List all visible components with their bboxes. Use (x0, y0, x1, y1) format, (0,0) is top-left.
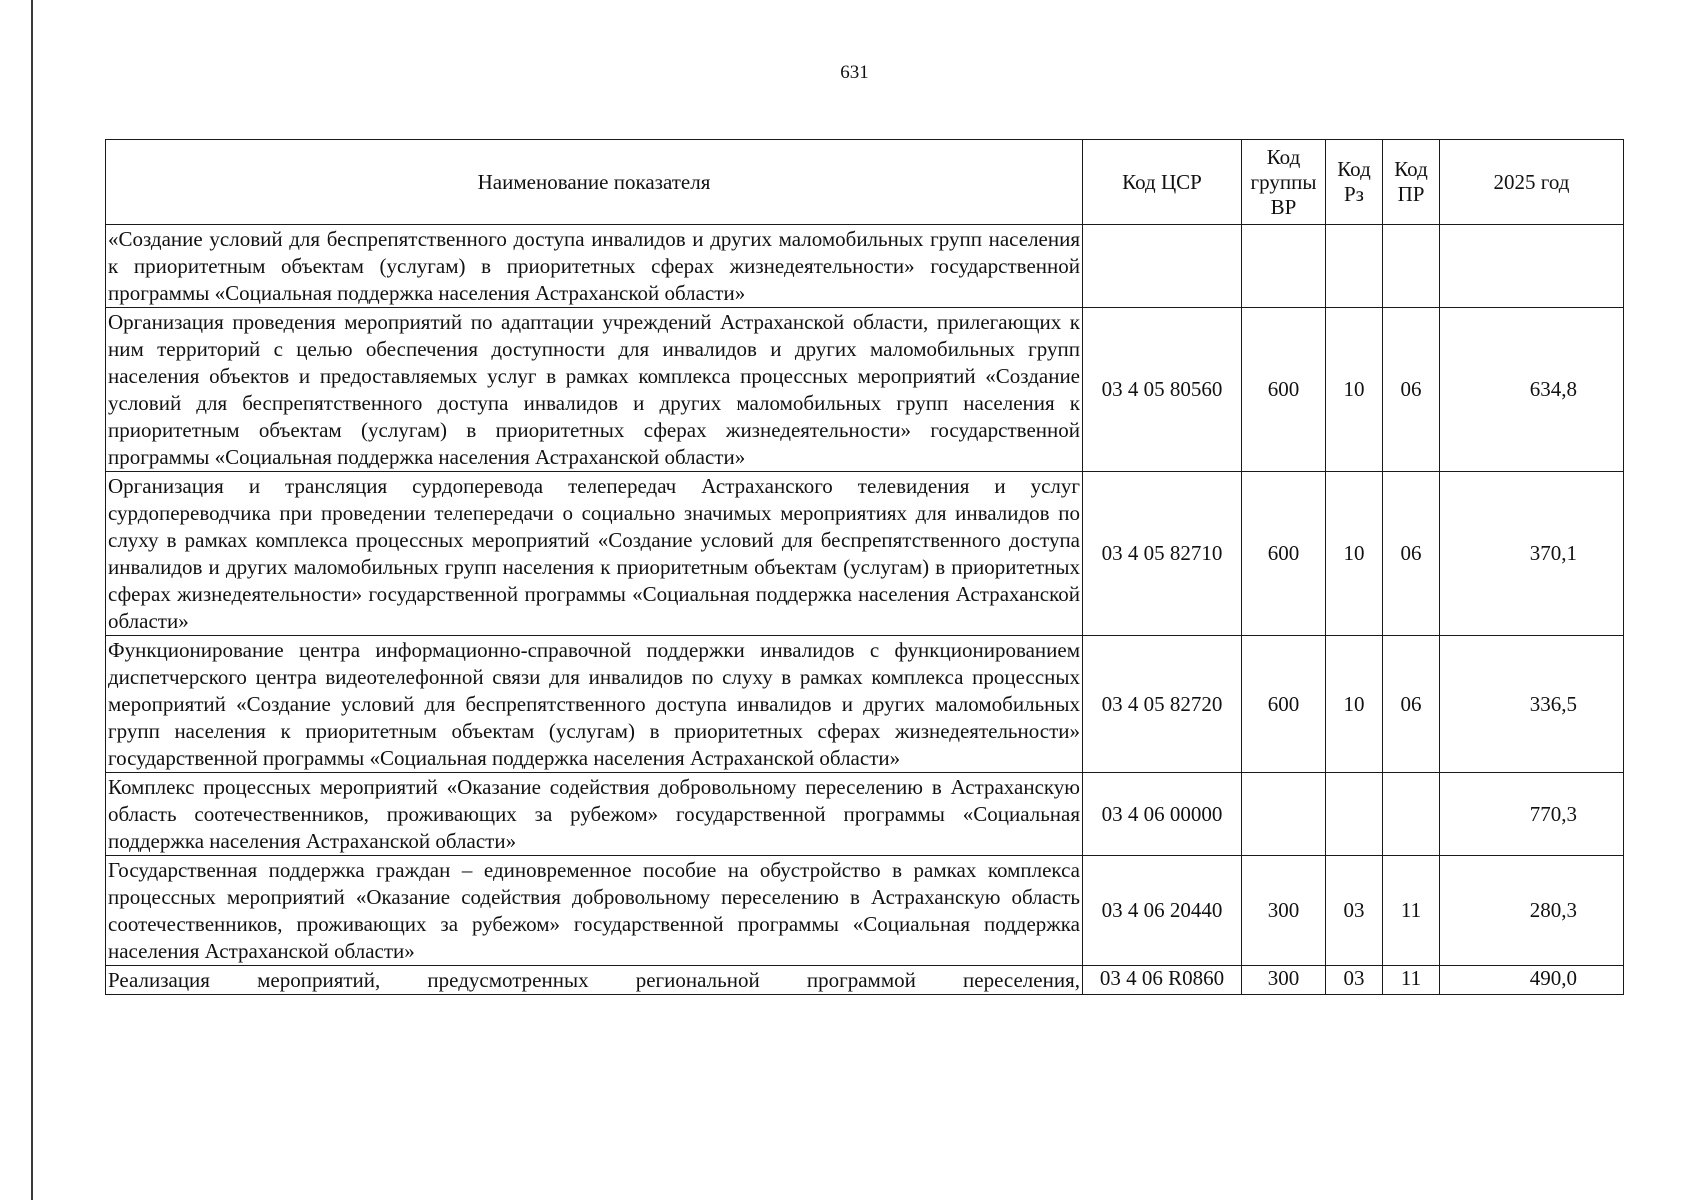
header-vr: Код группы ВР (1242, 140, 1326, 225)
table-row (106, 966, 1624, 995)
page-number: 631 (840, 62, 869, 83)
row-pr (1383, 225, 1440, 308)
row-rz (1326, 225, 1383, 308)
table-row (106, 308, 1624, 472)
row-pr (1383, 773, 1440, 856)
row-amount: 770,3 (1440, 773, 1624, 856)
row-pr: 06 (1383, 472, 1440, 636)
row-name: Комплекс процессных мероприятий «Оказание содействия добровольному переселению в Астраханскую область соотечественников, проживающих за рубежом» государственной программы «Социальная поддержка населения Астраханской области» (106, 773, 1083, 856)
table-row (106, 856, 1624, 966)
row-name: Организация и трансляция сурдоперевода телепередач Астраханского телевидения и услуг сурдопереводчика при проведении телепередачи о социально значимых мероприятиях для инвалидов по слуху в рамках комплекса процессных мероприятий «Создание условий для беспрепятственного доступа инвалидов и других маломобильных групп населения к приоритетным объектам (услугам) в приоритетных сферах жизнедеятельности» государственной программы «Социальная поддержка населения Астраханской области» (106, 472, 1083, 636)
header-name: Наименование показателя (106, 140, 1083, 225)
row-vr: 300 (1242, 856, 1326, 966)
table-header-row (106, 140, 1624, 225)
row-csr: 03 4 06 R0860 (1083, 966, 1242, 995)
row-name: Государственная поддержка граждан – единовременное пособие на обустройство в рамках комплекса процессных мероприятий «Оказание содействия добровольному переселению в Астраханскую область соотечественников, проживающих за рубежом» государственной программы «Социальная поддержка населения Астраханской области» (106, 856, 1083, 966)
row-vr: 300 (1242, 966, 1326, 995)
row-amount: 490,0 (1440, 966, 1624, 995)
row-amount (1440, 225, 1624, 308)
row-csr: 03 4 06 20440 (1083, 856, 1242, 966)
scan-edge-line (31, 0, 33, 1200)
row-vr (1242, 225, 1326, 308)
row-csr (1083, 225, 1242, 308)
row-rz (1326, 773, 1383, 856)
row-rz: 03 (1326, 856, 1383, 966)
header-year: 2025 год (1440, 140, 1624, 225)
table-row (106, 225, 1624, 308)
budget-table (105, 139, 1624, 995)
row-amount: 370,1 (1440, 472, 1624, 636)
row-amount: 280,3 (1440, 856, 1624, 966)
row-amount: 336,5 (1440, 636, 1624, 773)
row-rz: 10 (1326, 636, 1383, 773)
row-csr: 03 4 05 80560 (1083, 308, 1242, 472)
row-pr: 06 (1383, 308, 1440, 472)
row-csr: 03 4 06 00000 (1083, 773, 1242, 856)
table-row (106, 636, 1624, 773)
row-pr: 06 (1383, 636, 1440, 773)
row-name: Организация проведения мероприятий по адаптации учреждений Астраханской области, прилегающих к ним территорий с целью обеспечения доступности для инвалидов и других маломобильных групп населения объектов и предоставляемых услуг в рамках комплекса процессных мероприятий «Создание условий для беспрепятственного доступа инвалидов и других маломобильных групп населения к приоритетным объектам (услугам) в приоритетных сферах жизнедеятельности» государственной программы «Социальная поддержка населения Астраханской области» (106, 308, 1083, 472)
header-rz: Код Рз (1326, 140, 1383, 225)
row-pr: 11 (1383, 966, 1440, 995)
header-csr: Код ЦСР (1083, 140, 1242, 225)
row-rz: 03 (1326, 966, 1383, 995)
row-vr (1242, 773, 1326, 856)
row-vr: 600 (1242, 636, 1326, 773)
row-pr: 11 (1383, 856, 1440, 966)
row-name: Функционирование центра информационно-справочной поддержки инвалидов с функционированием диспетчерского центра видеотелефонной связи для инвалидов по слуху в рамках комплекса процессных мероприятий «Создание условий для беспрепятственного доступа инвалидов и других маломобильных групп населения к приоритетным объектам (услугам) в приоритетных сферах жизнедеятельности» государственной программы «Социальная поддержка населения Астраханской области» (106, 636, 1083, 773)
row-csr: 03 4 05 82710 (1083, 472, 1242, 636)
row-amount: 634,8 (1440, 308, 1624, 472)
row-rz: 10 (1326, 308, 1383, 472)
row-vr: 600 (1242, 308, 1326, 472)
row-csr: 03 4 05 82720 (1083, 636, 1242, 773)
row-rz: 10 (1326, 472, 1383, 636)
row-vr: 600 (1242, 472, 1326, 636)
header-pr: Код ПР (1383, 140, 1440, 225)
row-name: «Создание условий для беспрепятственного доступа инвалидов и других маломобильных групп населения к приоритетным объектам (услугам) в приоритетных сферах жизнедеятельности» государственной программы «Социальная поддержка населения Астраханской области» (106, 225, 1083, 308)
table-row (106, 773, 1624, 856)
row-name: Реализация мероприятий, предусмотренных региональной программой переселения, (106, 966, 1083, 995)
table-row (106, 472, 1624, 636)
